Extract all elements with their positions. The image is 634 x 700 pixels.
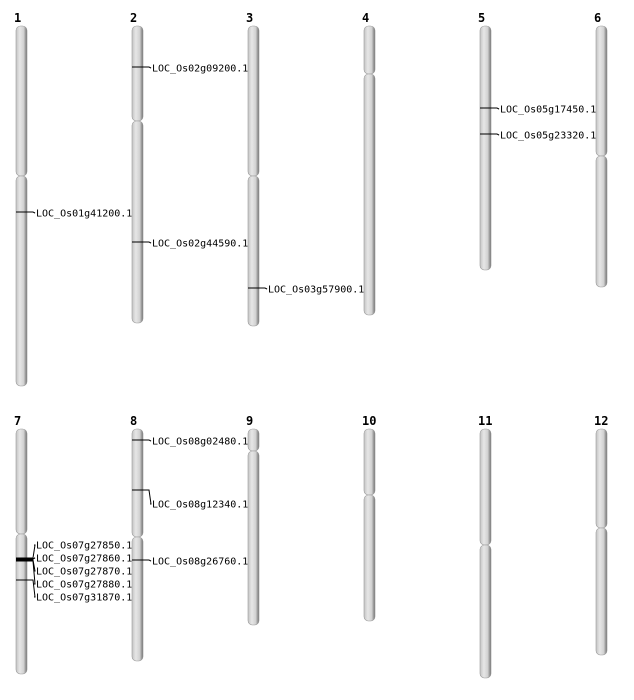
chromosome-number: 2 <box>130 11 138 25</box>
gene-label: LOC_Os07g27880.1 <box>36 579 133 591</box>
chromosome-number: 7 <box>14 414 22 428</box>
chromosome-arm-lower <box>132 121 143 323</box>
gene-label: LOC_Os01g41200.1 <box>36 208 133 220</box>
chromosome-arm-upper <box>248 26 259 176</box>
chromosome-number: 5 <box>478 11 486 25</box>
gene-label: LOC_Os03g57900.1 <box>268 284 365 296</box>
gene-label: LOC_Os02g44590.1 <box>152 238 249 250</box>
chromosome-number: 8 <box>130 414 138 428</box>
chromosome-4 <box>362 11 375 315</box>
chromosome-arm-lower <box>132 537 143 661</box>
gene-label: LOC_Os08g02480.1 <box>152 436 249 448</box>
chromosome-arm-lower <box>596 528 607 655</box>
chromosome-arm-upper <box>16 429 27 534</box>
chromosome-arm-upper <box>480 26 491 270</box>
chromosome-arm-upper <box>596 429 607 528</box>
chromosome-8 <box>130 414 248 661</box>
gene-label: LOC_Os07g27870.1 <box>36 566 133 578</box>
chromosome-number: 6 <box>594 11 602 25</box>
chromosome-11 <box>478 414 492 678</box>
chromosome-arm-lower <box>364 495 375 621</box>
chromosome-number: 1 <box>14 11 22 25</box>
chromosome-arm-upper <box>248 429 259 451</box>
gene-label: LOC_Os08g12340.1 <box>152 499 249 511</box>
chromosome-12 <box>594 414 608 655</box>
chromosome-arm-upper <box>132 26 143 121</box>
chromosome-9 <box>246 414 259 625</box>
gene-label: LOC_Os08g26760.1 <box>152 556 249 568</box>
chromosome-arm-lower <box>16 534 27 674</box>
chromosome-1 <box>14 11 132 386</box>
chromosome-number: 4 <box>362 11 370 25</box>
chromosome-number: 11 <box>478 414 493 428</box>
chromosome-5 <box>478 11 596 270</box>
chromosome-6 <box>594 11 607 287</box>
chromosome-number: 9 <box>246 414 254 428</box>
chromosome-10 <box>362 414 376 621</box>
chromosome-2 <box>130 11 248 323</box>
gene-label: LOC_Os05g17450.1 <box>500 104 597 116</box>
chromosome-arm-lower <box>480 545 491 678</box>
chromosome-number: 3 <box>246 11 254 25</box>
chromosome-arm-lower <box>364 74 375 315</box>
chromosome-7 <box>14 414 132 674</box>
chromosome-number: 12 <box>594 414 609 428</box>
chromosome-arm-upper <box>364 26 375 74</box>
gene-label: LOC_Os05g23320.1 <box>500 130 597 142</box>
chromosome-number: 10 <box>362 414 377 428</box>
gene-label: LOC_Os02g09200.1 <box>152 63 249 75</box>
gene-label: LOC_Os07g31870.1 <box>36 592 133 604</box>
chromosome-arm-lower <box>596 156 607 287</box>
chromosome-arm-upper <box>480 429 491 545</box>
chromosome-arm-upper <box>132 429 143 537</box>
chromosome-arm-lower <box>16 176 27 386</box>
gene-label: LOC_Os07g27860.1 <box>36 553 133 565</box>
gene-label: LOC_Os07g27850.1 <box>36 540 133 552</box>
chromosome-arm-lower <box>248 176 259 326</box>
chromosome-3 <box>246 11 364 326</box>
chromosome-arm-lower <box>248 451 259 625</box>
chromosome-arm-upper <box>596 26 607 156</box>
chromosome-arm-upper <box>16 26 27 176</box>
chromosome-arm-upper <box>364 429 375 495</box>
